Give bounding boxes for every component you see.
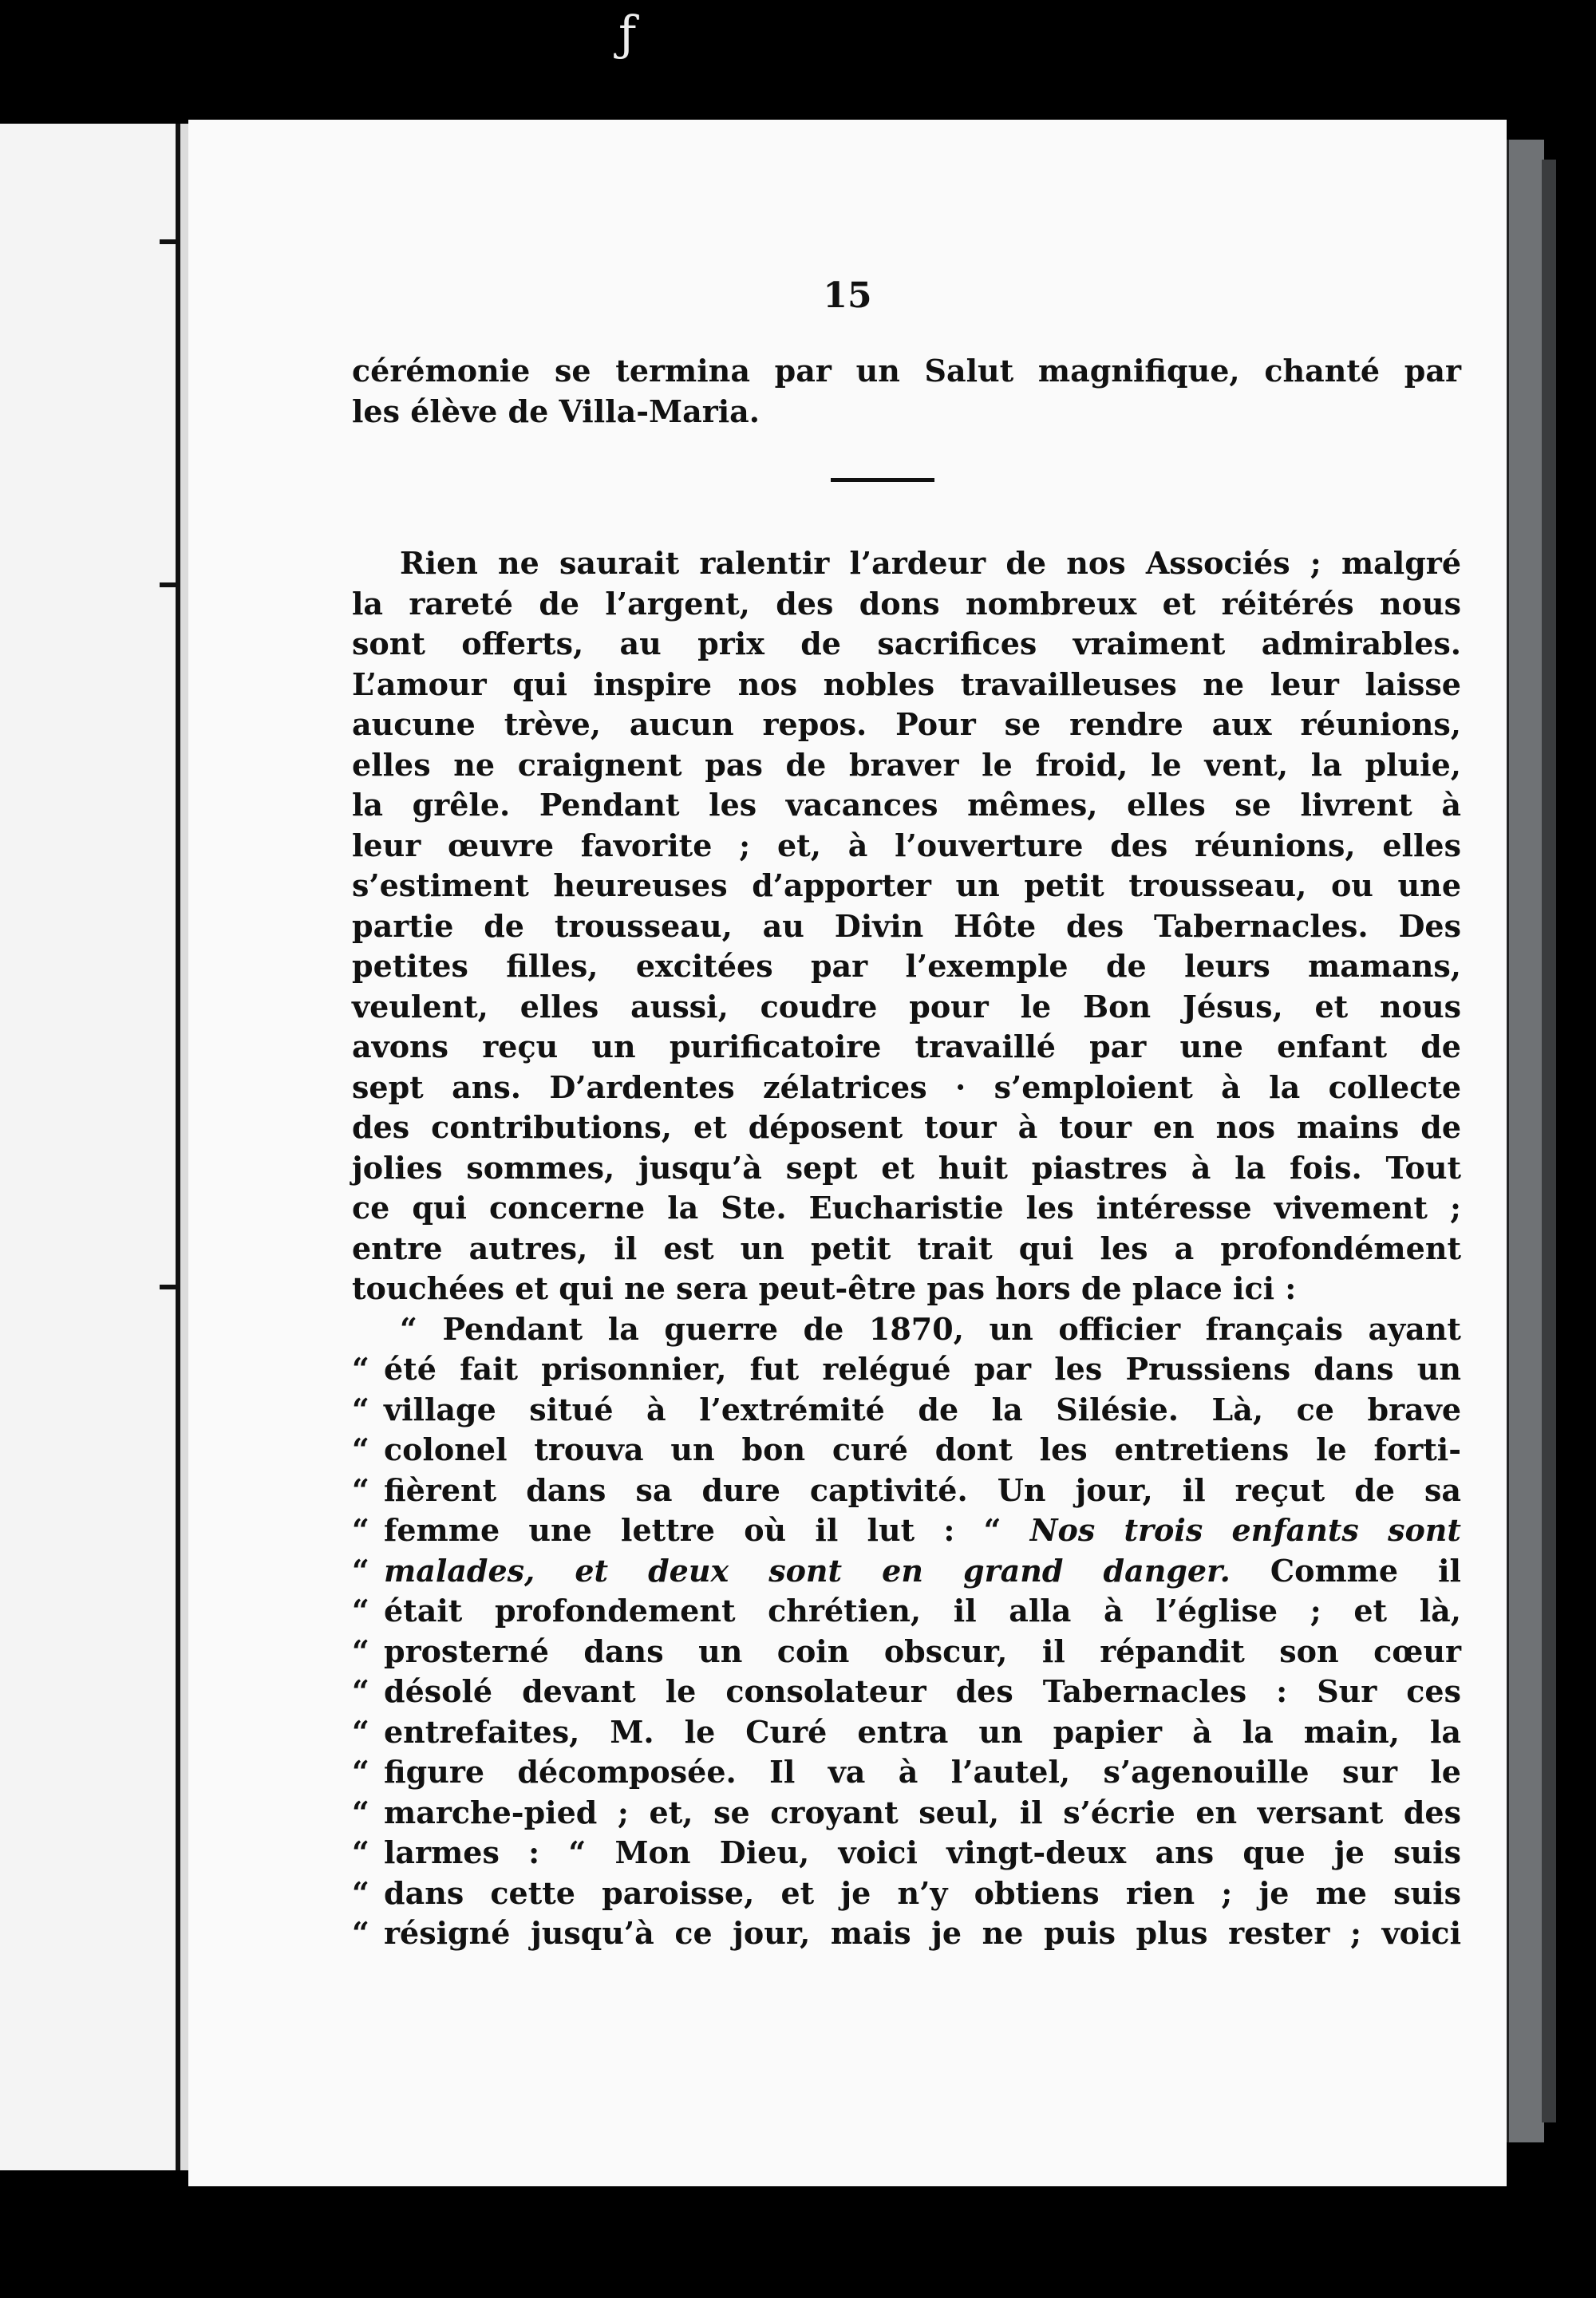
quote-line (352, 1752, 1461, 1793)
text-line: elles ne craignent pas de braver le froid, le vent, la pluie, (352, 746, 1461, 783)
quote-line (352, 1471, 1461, 1511)
quote-text (384, 1510, 1461, 1551)
quote-text-plain: femme une lettre où il lut : “ (384, 1512, 1001, 1548)
quote-mark: “ (352, 1915, 369, 1951)
text-line: L’amour qui inspire nos nobles travailleuses ne leur laisse (352, 665, 1461, 702)
quote-text: colonel trouva un bon curé dont les entretiens le forti- (384, 1431, 1461, 1467)
text-line: les élève de Villa-Maria. (352, 393, 760, 429)
quote-text: résigné jusqu’à ce jour, mais je ne puis plus rester ; voici (384, 1915, 1461, 1951)
separator-rule (831, 478, 934, 482)
quote-mark: “ (352, 1391, 369, 1427)
quote-text: village situé à l’extrémité de la Silésie. Là, ce brave (384, 1391, 1461, 1427)
text-line: Rien ne saurait ralentir l’ardeur de nos Associés ; malgré (400, 545, 1461, 581)
text-line: s’estiment heureuses d’apporter un petit trousseau, ou une (352, 867, 1461, 903)
quote-line (352, 1390, 1461, 1431)
quote-mark: “ (352, 1471, 369, 1508)
quote-text: figure décomposée. Il va à l’autel, s’agenouille sur le (384, 1754, 1461, 1790)
quote-line (352, 1591, 1461, 1632)
italic-text: Nos trois enfants sont (1029, 1512, 1461, 1548)
quote-mark: “ (352, 1754, 369, 1790)
text-line: jolies sommes, jusqu’à sept et huit piastres à la fois. Tout (352, 1149, 1461, 1186)
paragraph (352, 543, 1461, 1309)
page-stack-edge (1507, 140, 1544, 2142)
quote-text: larmes : “ Mon Dieu, voici vingt-deux ans que je suis (384, 1834, 1461, 1870)
top-mark: ƒ (618, 6, 637, 62)
quote-line (352, 1874, 1461, 1914)
quotation (352, 1309, 1461, 1954)
text-line: leur œuvre favorite ; et, à l’ouverture des réunions, elles (352, 827, 1461, 863)
gutter (180, 124, 188, 2170)
quote-line (352, 1793, 1461, 1834)
quote-mark: “ (352, 1794, 369, 1830)
text-line: aucune trève, aucun repos. Pour se rendre aux réunions, (352, 706, 1461, 742)
quote-text: prosterné dans un coin obscur, il répandit son cœur (384, 1633, 1461, 1669)
text-line: avons reçu un purificatoire travaillé par une enfant de (352, 1029, 1461, 1064)
quote-mark: “ (352, 1552, 369, 1589)
left-page-edge (0, 124, 180, 2170)
text-line: la rareté de l’argent, des dons nombreux et réitérés nous (352, 585, 1461, 622)
quote-line (352, 1551, 1461, 1592)
text-line: partie de trousseau, au Divin Hôte des Tabernacles. Des (352, 907, 1461, 944)
quote-text: fièrent dans sa dure captivité. Un jour, il reçut de sa (384, 1471, 1461, 1508)
text-line: cérémonie se termina par un Salut magnifique, chanté par (352, 353, 1461, 389)
quote-text: été fait prisonnier, fut relégué par les Prussiens dans un (384, 1351, 1461, 1387)
page-stack-edge (1542, 160, 1556, 2122)
book-page (188, 120, 1507, 2186)
quote-mark: “ (352, 1874, 369, 1911)
quote-mark: “ (352, 1633, 369, 1669)
quote-mark: “ (352, 1512, 369, 1548)
quote-mark: “ (352, 1593, 369, 1629)
quote-line (352, 1833, 1461, 1874)
italic-text: malades, et deux sont en grand danger. (384, 1552, 1231, 1589)
quote-text (384, 1551, 1461, 1592)
quote-mark: “ (352, 1431, 369, 1467)
quote-text-plain: Comme il (1230, 1552, 1461, 1589)
quote-mark: “ (352, 1834, 369, 1870)
quote-line (352, 1632, 1461, 1672)
text-line: petites filles, excitées par l’exemple de leurs mamans, (352, 948, 1461, 984)
text-line: entre autres, il est un petit trait qui les a profondément (352, 1230, 1461, 1266)
text-line: des contributions, et déposent tour à tour en nos mains de (352, 1109, 1461, 1145)
text-line: touchées et qui ne sera peut-être pas hors de place ici : (352, 1270, 1297, 1306)
quote-line (352, 1510, 1461, 1551)
quote-line (352, 1913, 1461, 1954)
quote-text: marche-pied ; et, se croyant seul, il s’écrie en versant des (384, 1794, 1461, 1830)
quote-line (352, 1430, 1461, 1471)
page-number: 15 (823, 275, 872, 316)
quote-line (352, 1672, 1461, 1712)
quote-text: désolé devant le consolateur des Tabernacles : Sur ces (384, 1673, 1461, 1709)
quote-mark: “ (352, 1351, 369, 1387)
quote-mark: “ (352, 1713, 369, 1750)
text-line: la grêle. Pendant les vacances mêmes, elles se livrent à (352, 787, 1461, 823)
quote-text: dans cette paroisse, et je n’y obtiens rien ; je me suis (384, 1874, 1461, 1911)
quote-mark: “ (352, 1673, 369, 1709)
quote-line (352, 1349, 1461, 1390)
quote-line: “ Pendant la guerre de 1870, un officier français ayant (400, 1310, 1461, 1347)
page-text (352, 351, 1461, 1954)
quote-text: entrefaites, M. le Curé entra un papier à la main, la (384, 1713, 1461, 1750)
text-line: sept ans. D’ardentes zélatrices · s’emploient à la collecte (352, 1068, 1461, 1105)
text-line: ce qui concerne la Ste. Eucharistie les intéresse vivement ; (352, 1190, 1461, 1226)
section-separator (352, 432, 1461, 543)
quote-text: était profondement chrétien, il alla à l’église ; et là, (384, 1593, 1461, 1629)
text-line: sont offerts, au prix de sacrifices vraiment admirables. (352, 626, 1461, 661)
text-line: veulent, elles aussi, coudre pour le Bon Jésus, et nous (352, 988, 1461, 1025)
quote-line (352, 1712, 1461, 1753)
